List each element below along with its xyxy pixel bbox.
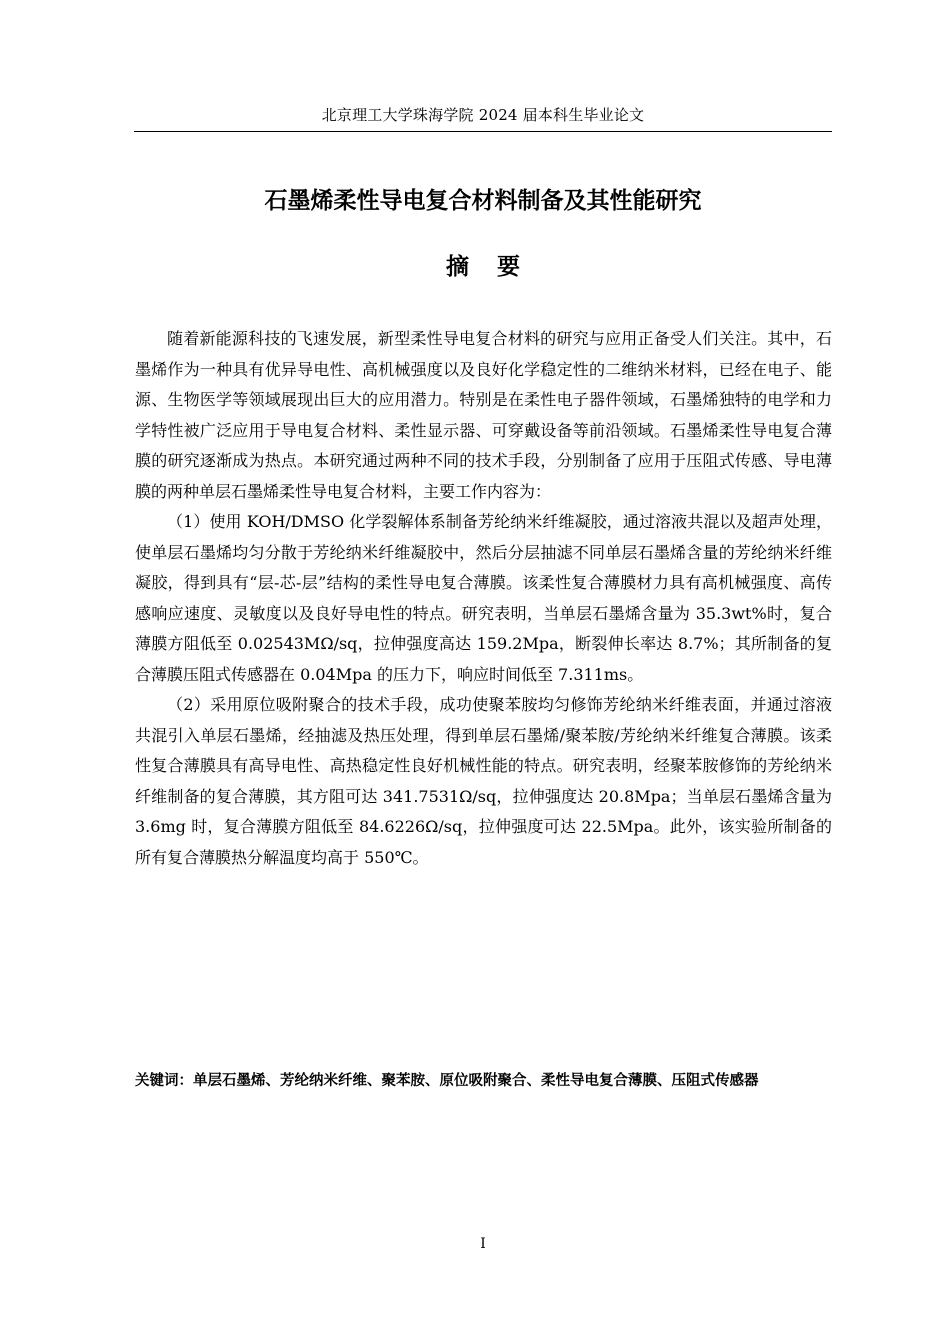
paper-title: 石墨烯柔性导电复合材料制备及其性能研究 <box>264 188 702 214</box>
running-header: 北京理工大学珠海学院 2024 届本科生毕业论文 <box>321 106 645 124</box>
abstract-heading <box>134 250 832 284</box>
keywords-line: 关键词：单层石墨烯、芳纶纳米纤维、聚苯胺、原位吸附聚合、柔性导电复合薄膜、压阻式传感器 <box>135 1073 759 1089</box>
abstract-heading-char-2: 要 <box>497 254 520 280</box>
abstract-paragraph-intro: 随着新能源科技的飞速发展，新型柔性导电复合材料的研究与应用正备受人们关注。其中，石墨烯作为一种具有优异导电性、高机械强度以及良好化学稳定性的二维纳米材料，已经在电子、能源、生物医学等领域展现出巨大的应用潜力。特别是在柔性电子器件领域，石墨烯独特的电学和力学特性被广泛应用于导电复合材料、柔性显示器、可穿戴设备等前沿领域。石墨烯柔性导电复合薄膜的研究逐渐成为热点。本研究通过两种不同的技术手段，分别制备了应用于压阻式传感、导电薄膜的两种单层石墨烯柔性导电复合材料，主要工作内容为： <box>135 329 832 501</box>
abstract-paragraph-work-1: （1）使用 KOH/DMSO 化学裂解体系制备芳纶纳米纤维凝胶，通过溶液共混以及超声处理，使单层石墨烯均匀分散于芳纶纳米纤维凝胶中，然后分层抽滤不同单层石墨烯含量的芳纶纳米纤维凝胶，得到具有“层-芯-层”结构的柔性导电复合薄膜。该柔性复合薄膜材力具有高机械强度、高传感响应速度、灵敏度以及良好导电性的特点。研究表明，当单层石墨烯含量为 35.3wt%时，复合薄膜方阻低至 0.02543MΩ/sq，拉伸强度高达 159.2Mpa，断裂伸长率达 8.7%；其所制备的复合薄膜压阻式传感器在 0.04Mpa 的压力下，响应时间低至 7.311ms。 <box>135 512 832 684</box>
page-number: I <box>480 1236 486 1252</box>
abstract-heading-char-1: 摘 <box>445 254 469 280</box>
abstract-paragraph-work-2: （2）采用原位吸附聚合的技术手段，成功使聚苯胺均匀修饰芳纶纳米纤维表面，并通过溶液共混引入单层石墨烯，经抽滤及热压处理，得到单层石墨烯/聚苯胺/芳纶纳米纤维复合薄膜。该柔性复合薄膜具有高导电性、高热稳定性良好机械性能的特点。研究表明，经聚苯胺修饰的芳纶纳米纤维制备的复合薄膜，其方阻可达 341.7531Ω/sq，拉伸强度达 20.8Mpa；当单层石墨烯含量为 3.6mg 时，复合薄膜方阻低至 84.6226Ω/sq，拉伸强度可达 22.5Mpa。此外，该实验所制备的所有复合薄膜热分解温度均高于 550℃。 <box>135 695 832 867</box>
header-divider <box>134 131 832 132</box>
abstract-body <box>135 324 832 873</box>
